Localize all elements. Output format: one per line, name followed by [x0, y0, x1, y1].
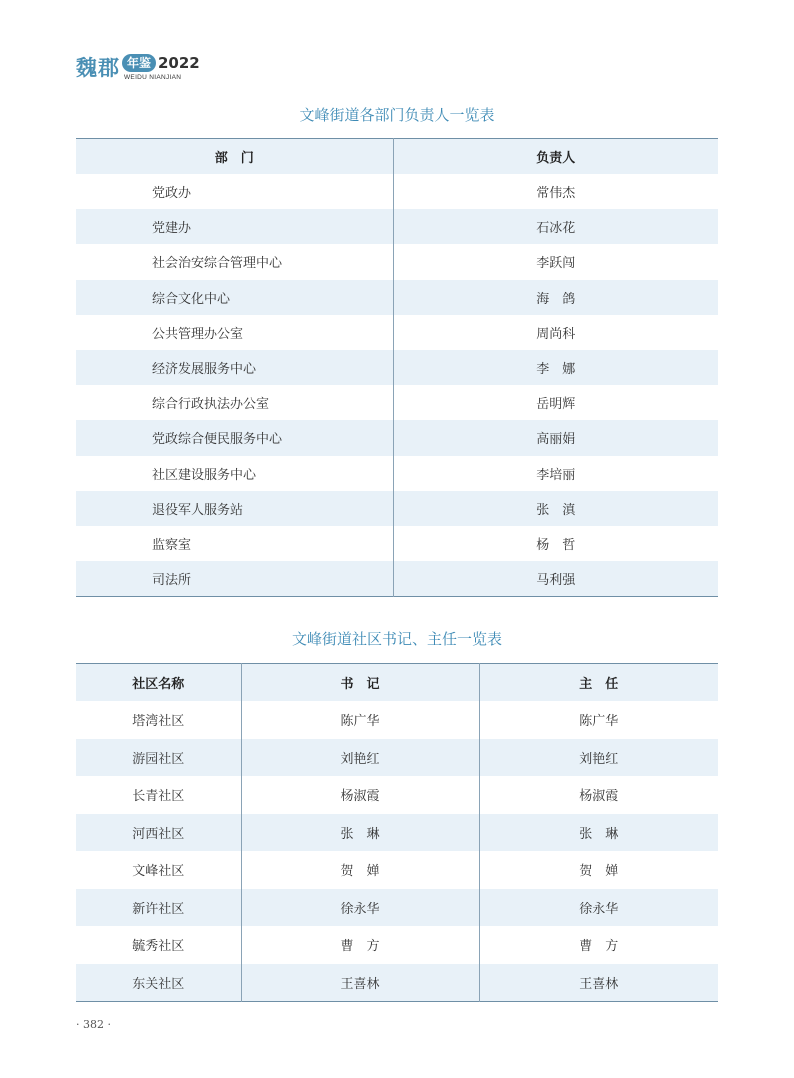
- table-row: [76, 491, 718, 526]
- secretary-cell: 陈广华: [241, 701, 479, 739]
- community-leaders-table: [76, 663, 718, 1002]
- director-cell: 杨淑霞: [479, 776, 718, 814]
- director-cell: 曹 方: [479, 926, 718, 964]
- head-cell: 张 滇: [393, 491, 718, 526]
- department-cell: 党政综合便民服务中心: [76, 420, 393, 455]
- head-cell: 常伟杰: [393, 174, 718, 209]
- table-row: [76, 385, 718, 420]
- secretary-cell: 曹 方: [241, 926, 479, 964]
- table-row: [76, 776, 718, 814]
- table-row: [76, 561, 718, 597]
- head-cell: 马利强: [393, 561, 718, 597]
- department-cell: 综合行政执法办公室: [152, 397, 270, 413]
- department-cell: 公共管理办公室: [152, 326, 244, 342]
- head-cell: 杨 哲: [393, 526, 718, 561]
- department-cell: 监察室: [152, 537, 192, 553]
- head-cell: 李培丽: [393, 456, 718, 491]
- table-row: [76, 280, 718, 315]
- table-row: [76, 814, 718, 852]
- head-cell: 李跃闯: [393, 244, 718, 279]
- table-row: [76, 889, 718, 927]
- director-cell: 徐永华: [479, 889, 718, 927]
- column-header-secretary: 书 记: [241, 664, 479, 702]
- head-cell: 石冰花: [393, 209, 718, 244]
- table-row: [76, 244, 718, 279]
- table-header-row: [76, 664, 718, 702]
- table-row: [76, 964, 718, 1002]
- community-cell: 河西社区: [76, 814, 241, 852]
- director-cell: 张 琳: [479, 814, 718, 852]
- head-cell: 岳明辉: [393, 385, 718, 420]
- column-header-head: 负责人: [393, 139, 718, 175]
- director-cell: 陈广华: [479, 701, 718, 739]
- department-cell: 综合文化中心: [76, 280, 393, 315]
- table-row: [76, 315, 718, 350]
- table1-title: 文峰街道各部门负责人一览表: [299, 106, 495, 124]
- table-row: [76, 209, 718, 244]
- department-cell: 退役军人服务站: [76, 491, 393, 526]
- table-row: [76, 851, 718, 889]
- department-cell: 党建办: [76, 209, 393, 244]
- department-cell: 社区建设服务中心: [152, 467, 257, 483]
- table-row: [76, 174, 718, 209]
- column-header-director: 主 任: [479, 664, 718, 702]
- director-cell: 王喜林: [479, 964, 718, 1002]
- head-cell: 高丽娟: [393, 420, 718, 455]
- community-cell: 游园社区: [76, 739, 241, 777]
- department-cell: 司法所: [76, 561, 393, 597]
- head-cell: 李 娜: [393, 350, 718, 385]
- secretary-cell: 王喜林: [241, 964, 479, 1002]
- secretary-cell: 刘艳红: [241, 739, 479, 777]
- page-number: · 382 ·: [76, 1018, 111, 1031]
- column-header-community: 社区名称: [76, 664, 241, 702]
- department-cell: 经济发展服务中心: [76, 350, 393, 385]
- table-row: [76, 526, 718, 561]
- table-row: [76, 926, 718, 964]
- logo-badge: 年鉴: [122, 54, 156, 72]
- community-cell: 毓秀社区: [132, 939, 185, 955]
- column-header-department: 部 门: [76, 139, 393, 175]
- logo-subtitle: WEIDU NIANJIAN: [124, 74, 182, 81]
- secretary-cell: 贺 婵: [241, 851, 479, 889]
- department-heads-table: [76, 138, 718, 597]
- secretary-cell: 徐永华: [241, 889, 479, 927]
- table-row: [76, 739, 718, 777]
- secretary-cell: 张 琳: [241, 814, 479, 852]
- secretary-cell: 杨淑霞: [241, 776, 479, 814]
- head-cell: 海 鸽: [393, 280, 718, 315]
- community-cell: 塔湾社区: [132, 714, 185, 730]
- table-row: [76, 350, 718, 385]
- community-cell: 新许社区: [76, 889, 241, 927]
- logo-title: 魏郡: [76, 56, 120, 80]
- director-cell: 刘艳红: [479, 739, 718, 777]
- community-cell: 长青社区: [132, 789, 185, 805]
- table-row: [76, 456, 718, 491]
- logo-year: 2022: [158, 54, 200, 72]
- table-header-row: [76, 139, 718, 175]
- director-cell: 贺 婵: [479, 851, 718, 889]
- table-row: [76, 701, 718, 739]
- department-cell: 社会治安综合管理中心: [152, 256, 283, 272]
- department-cell: 党政办: [152, 186, 192, 202]
- community-cell: 文峰社区: [132, 864, 185, 880]
- table2-title: 文峰街道社区书记、主任一览表: [291, 630, 502, 648]
- table-row: [76, 420, 718, 455]
- community-cell: 东关社区: [76, 964, 241, 1002]
- head-cell: 周尚科: [393, 315, 718, 350]
